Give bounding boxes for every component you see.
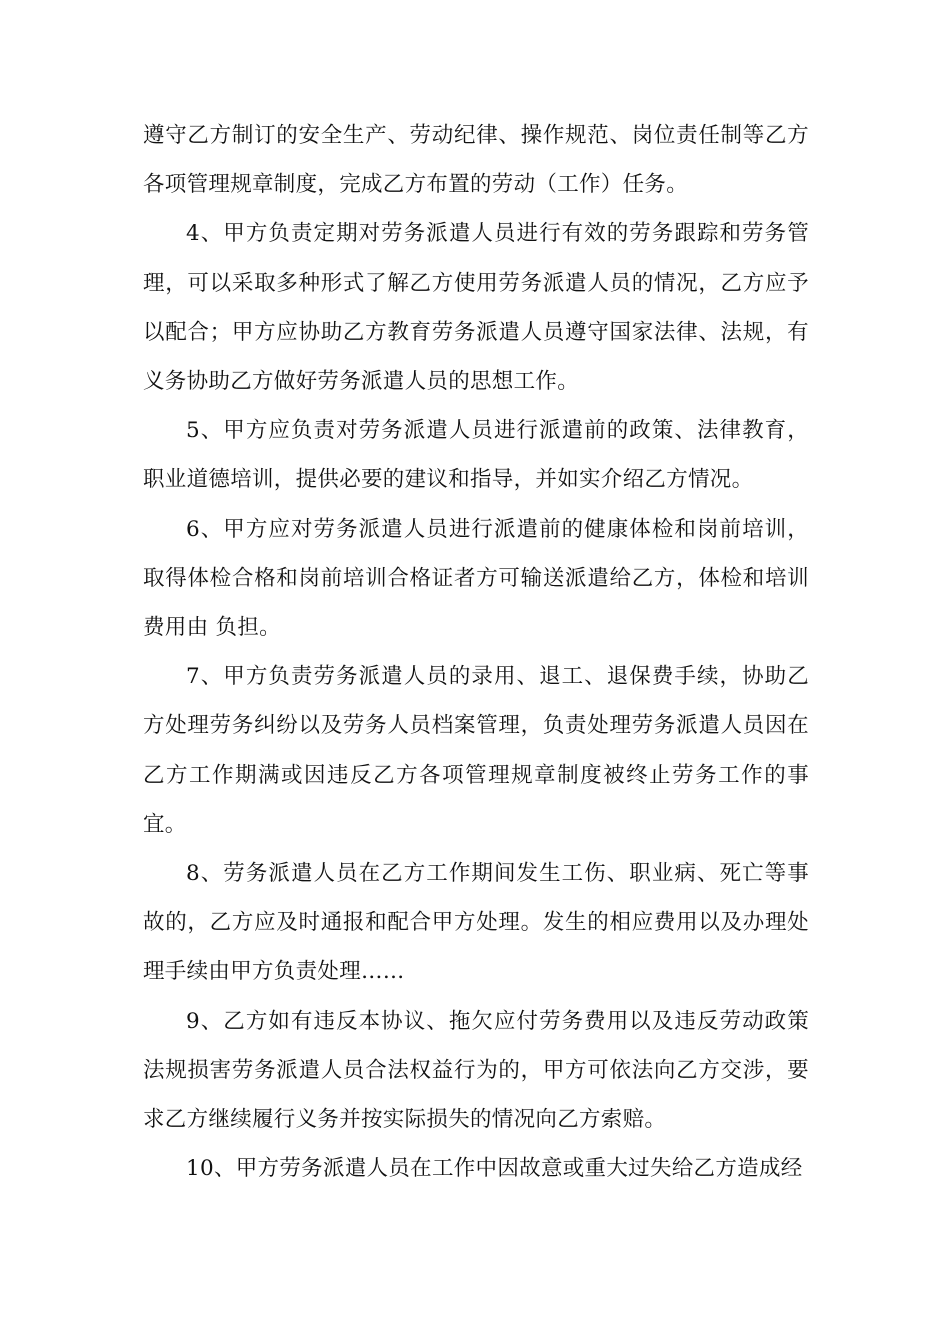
paragraph-clause-6: 6、甲方应对劳务派遣人员进行派遣前的健康体检和岗前培训，取得体检合格和岗前培训合格证者方可输送派遣给乙方，体检和培训费用由 负担。 bbox=[143, 516, 809, 641]
paragraph-continued-duties: 遵守乙方制订的安全生产、劳动纪律、操作规范、岗位责任制等乙方各项管理规章制度，完成乙方布置的劳动（工作）任务。 bbox=[143, 123, 809, 198]
document-body bbox=[143, 111, 809, 1193]
paragraph-clause-5: 5、甲方应负责对劳务派遣人员进行派遣前的政策、法律教育，职业道德培训，提供必要的建议和指导，并如实介绍乙方情况。 bbox=[143, 418, 809, 493]
paragraph-clause-10: 10、甲方劳务派遣人员在工作中因故意或重大过失给乙方造成经 bbox=[186, 1156, 803, 1182]
paragraph-clause-8: 8、劳务派遣人员在乙方工作期间发生工伤、职业病、死亡等事故的，乙方应及时通报和配合甲方处理。发生的相应费用以及办理处理手续由甲方负责处理…… bbox=[143, 861, 809, 985]
paragraph-clause-7: 7、甲方负责劳务派遣人员的录用、退工、退保费手续，协助乙方处理劳务纠纷以及劳务人员档案管理，负责处理劳务派遣人员因在乙方工作期满或因违反乙方各项管理规章制度被终止劳务工作的事宜。 bbox=[143, 664, 809, 837]
paragraph-clause-9: 9、乙方如有违反本协议、拖欠应付劳务费用以及违反劳动政策法规损害劳务派遣人员合法权益行为的，甲方可依法向乙方交涉，要求乙方继续履行义务并按实际损失的情况向乙方索赔。 bbox=[143, 1008, 809, 1133]
paragraph-clause-4: 4、甲方负责定期对劳务派遣人员进行有效的劳务跟踪和劳务管理，可以采取多种形式了解乙方使用劳务派遣人员的情况，乙方应予以配合；甲方应协助乙方教育劳务派遣人员遵守国家法律、法规，有义务协助乙方做好劳务派遣人员的思想工作。 bbox=[143, 221, 809, 395]
